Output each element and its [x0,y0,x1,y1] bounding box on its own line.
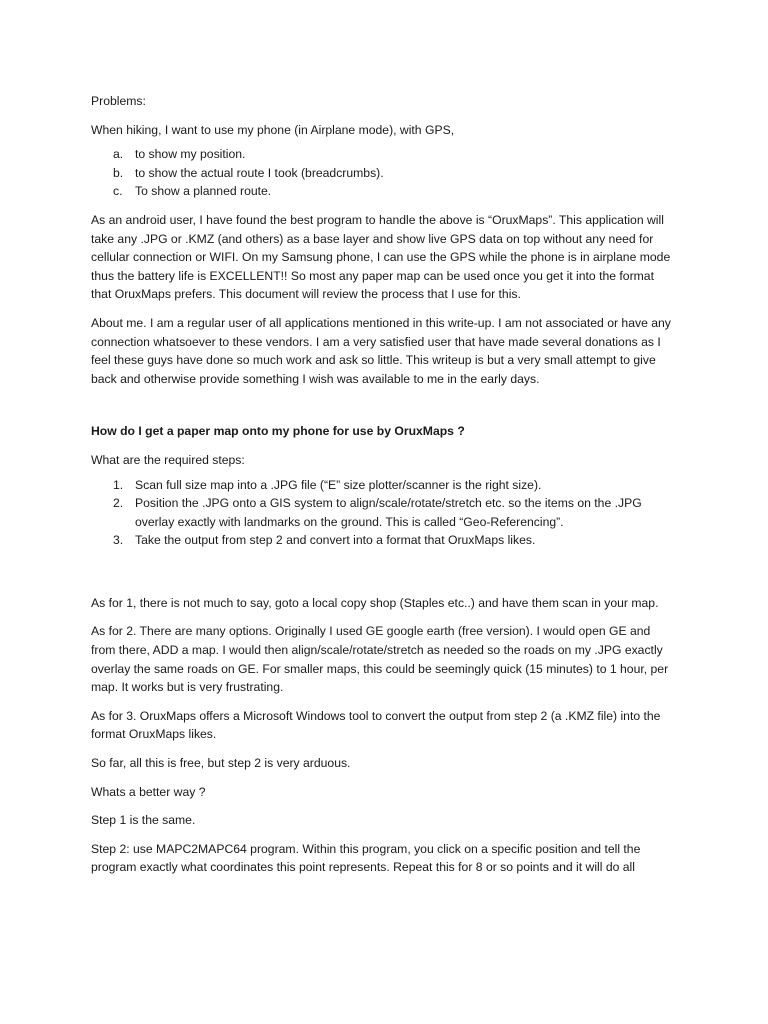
list-marker: 2. [113,496,124,511]
list-item-text: to show my position. [135,147,246,162]
problems-label: Problems: [91,94,146,108]
list-marker: 1. [113,477,124,492]
android-paragraph: As an android user, I have found the best program to handle the above is “OruxMaps”. This application will take any .JPG or .KMZ (and others) as a base layer and show live GPS data on top without any need for cellular connection or WIFI. On my Samsung phone, I can use the GPS while the phone is in airplane mode thus the battery life is EXCELLENT!! So most any paper map can be used once you get it into the format that OruxMaps prefers. This document will review the process that I use for this. [91,212,671,302]
free-paragraph: So far, all this is free, but step 2 is very arduous. [91,756,351,771]
section-heading: How do I get a paper map onto my phone for use by OruxMaps ? [91,424,465,439]
list-item [91,531,671,550]
step1-paragraph: As for 1, there is not much to say, goto a local copy shop (Staples etc..) and have them scan in your map. [91,595,659,610]
step1-same-paragraph: Step 1 is the same. [91,813,196,828]
list-item-text: To show a planned route. [135,184,272,199]
list-item [91,145,671,164]
step3-paragraph: As for 3. OruxMaps offers a Microsoft Windows tool to convert the output from step 2 (a .KMZ file) into the format OruxMaps likes. [91,708,661,742]
better-way-paragraph: Whats a better way ? [91,784,206,799]
list-item-text: Position the .JPG onto a GIS system to align/scale/rotate/stretch etc. so the items on the .JPG overlay exactly with landmarks on the ground. This is called “Geo-Referencing”. [135,496,642,529]
list-item [91,182,671,201]
list-item-text: Scan full size map into a .JPG file (“E” size plotter/scanner is the right size). [135,477,542,492]
list-marker: c. [113,184,123,199]
step2-paragraph: As for 2. There are many options. Originally I used GE google earth (free version). I would open GE and from there, ADD a map. I would then align/scale/rotate/stretch as needed so the roads on my .JPG exactly overlay the same roads on GE. For smaller maps, this could be seemingly quick (15 minutes) to 1 hour, per map. It works but is very frustrating. [91,624,669,695]
list-item-text: to show the actual route I took (breadcrumbs). [135,165,384,180]
list-item [91,164,671,183]
intro-paragraph: When hiking, I want to use my phone (in Airplane mode), with GPS, [91,122,455,137]
step2-new-paragraph: Step 2: use MAPC2MAPC64 program. Within this program, you click on a specific position and tell the program exactly what coordinates this point represents. Repeat this for 8 or so points and it will do all [91,841,641,875]
list-item [91,476,671,495]
list-marker: a. [113,147,124,162]
list-marker: b. [113,165,124,180]
document-page [91,92,671,877]
list-marker: 3. [113,533,124,548]
steps-intro: What are the required steps: [91,452,245,467]
about-paragraph: About me. I am a regular user of all applications mentioned in this write-up. I am not associated or have any connection whatsoever to these vendors. I am a very satisfied user that have made several donations as I feel these guys have done so much work and ask so little. This writeup is but a very small attempt to give back and otherwise provide something I wish was available to me in the early days. [91,315,671,386]
list-item [91,494,671,531]
steps-list [91,476,671,550]
list-item-text: Take the output from step 2 and convert into a format that OruxMaps likes. [135,533,536,548]
goals-list [91,145,671,201]
